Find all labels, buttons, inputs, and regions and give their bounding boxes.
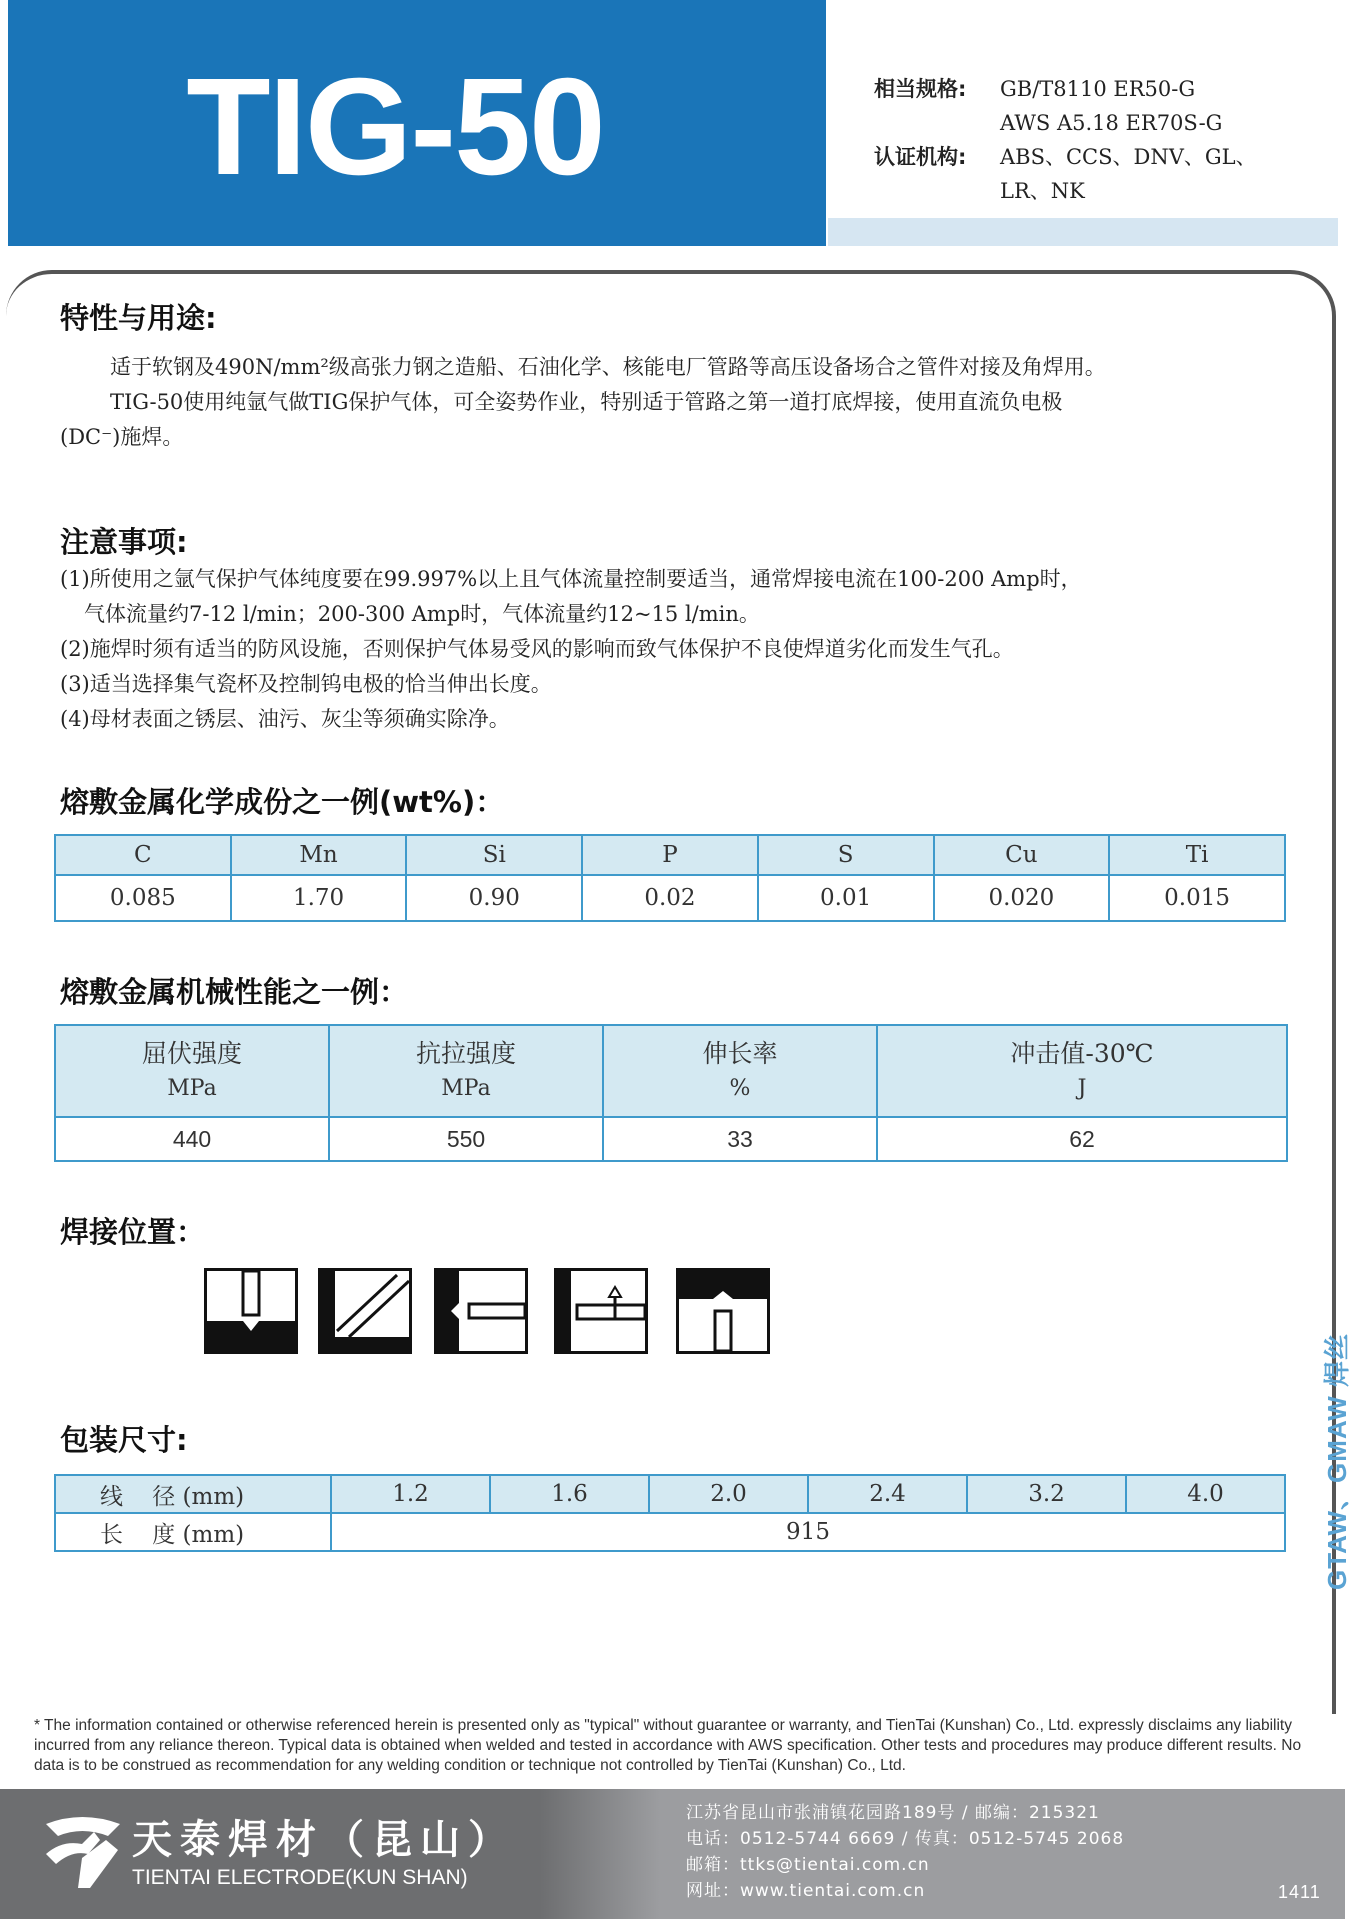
chem-value: 0.90 bbox=[406, 875, 582, 921]
diameter-value: 1.2 bbox=[331, 1475, 490, 1513]
packaging-table bbox=[54, 1474, 1286, 1552]
chem-header: P bbox=[582, 835, 758, 875]
chem-header: C bbox=[55, 835, 231, 875]
horizontal-position-icon bbox=[434, 1268, 528, 1354]
chem-table bbox=[54, 834, 1286, 922]
mech-value: 62 bbox=[877, 1117, 1287, 1161]
mech-header bbox=[55, 1025, 329, 1117]
mech-header-unit: MPa bbox=[441, 1076, 491, 1101]
footer-gradient bbox=[540, 1789, 660, 1919]
chem-title: 熔敷金属化学成份之一例(wt%)： bbox=[60, 785, 505, 819]
product-title: TIG-50 bbox=[186, 50, 604, 204]
mech-header bbox=[603, 1025, 877, 1117]
note-item: (1)所使用之氩气保护气体纯度要在99.997%以上且气体流量控制要适当，通常焊接电流在100-200 Amp时， bbox=[60, 567, 1082, 591]
chem-value: 0.020 bbox=[934, 875, 1110, 921]
features-line-2: TIG-50使用纯氩气做TIG保护气体，可全姿势作业，特别适于管路之第一道打底焊接，使用直流负电极 bbox=[110, 390, 1063, 414]
diameter-value: 4.0 bbox=[1126, 1475, 1285, 1513]
features-line-3: (DC⁻)施焊。 bbox=[60, 425, 184, 449]
chem-header: S bbox=[758, 835, 934, 875]
spec-label: 相当规格: bbox=[874, 77, 967, 101]
note-item: (4)母材表面之锈层、油污、灰尘等须确实除净。 bbox=[60, 707, 510, 731]
spec-line-1: GB/T8110 ER50-G bbox=[1000, 77, 1196, 101]
footer-email: 邮箱：ttks@tientai.com.cn bbox=[686, 1855, 930, 1875]
mech-value: 550 bbox=[329, 1117, 603, 1161]
spec-line-2: AWS A5.18 ER70S-G bbox=[1000, 111, 1223, 135]
mech-table bbox=[54, 1024, 1288, 1162]
diameter-value: 2.4 bbox=[808, 1475, 967, 1513]
cert-line-1: ABS、CCS、DNV、GL、 bbox=[1000, 145, 1257, 169]
mech-header-unit: MPa bbox=[167, 1076, 217, 1101]
fillet-position-icon bbox=[318, 1268, 412, 1354]
chem-value: 0.01 bbox=[758, 875, 934, 921]
footer-phone: 电话：0512-5744 6669 / 传真：0512-5745 2068 bbox=[686, 1829, 1125, 1849]
length-value: 915 bbox=[331, 1513, 1285, 1551]
cert-label: 认证机构: bbox=[874, 145, 967, 169]
mech-value: 33 bbox=[603, 1117, 877, 1161]
features-line-1: 适于软钢及490N/mm²级高张力钢之造船、石油化学、核能电厂管路等高压设备场合之管件对接及角焊用。 bbox=[110, 355, 1106, 379]
mech-header-unit: % bbox=[729, 1076, 751, 1101]
diameter-label: 线 径 (mm) bbox=[55, 1475, 331, 1513]
mech-header-unit: J bbox=[1077, 1076, 1087, 1101]
features-title: 特性与用途: bbox=[60, 301, 217, 335]
side-process-label: GTAW、GMAW 焊丝 bbox=[1322, 1332, 1352, 1590]
mech-header-name: 抗拉强度 bbox=[415, 1039, 516, 1068]
chem-value: 1.70 bbox=[231, 875, 407, 921]
mech-header bbox=[877, 1025, 1287, 1117]
flat-position-icon bbox=[204, 1268, 298, 1354]
header-stripe bbox=[828, 218, 1338, 246]
note-item: 气体流量约7-12 l/min；200-300 Amp时，气体流量约12~15 l/min。 bbox=[84, 602, 760, 626]
overhead-position-icon bbox=[676, 1268, 770, 1354]
note-item: (2)施焊时须有适当的防风设施，否则保护气体易受风的影响而致气体保护不良使焊道劣化而发生气孔。 bbox=[60, 637, 1014, 661]
mech-header-name: 屈伏强度 bbox=[141, 1039, 242, 1068]
chem-header: Mn bbox=[231, 835, 407, 875]
chem-value: 0.02 bbox=[582, 875, 758, 921]
page-number: 1411 bbox=[1278, 1882, 1321, 1902]
positions-title: 焊接位置： bbox=[60, 1215, 206, 1249]
mech-header-name: 冲击值-30℃ bbox=[1010, 1039, 1154, 1068]
note-item: (3)适当选择集气瓷杯及控制钨电极的恰当伸出长度。 bbox=[60, 672, 552, 696]
mech-header bbox=[329, 1025, 603, 1117]
cert-line-2: LR、NK bbox=[1000, 179, 1085, 203]
chem-header: Si bbox=[406, 835, 582, 875]
disclaimer-text: * The information contained or otherwise referenced herein is presented only as "typical" without guarantee or warranty, and TienTai (Kunshan) Co., Ltd. expressly disclaims any liability incurred from any reliance thereon. Typical data is obtained when welded and tested in accordance with AWS specification. Other tests and procedures may produce different results. No data is to be construed as recommendation for any welding condition or technique not controlled by TienTai (Kunshan) Co., Ltd. bbox=[34, 1717, 1302, 1774]
chem-header: Ti bbox=[1109, 835, 1285, 875]
footer-website: 网址：www.tientai.com.cn bbox=[686, 1881, 926, 1901]
chem-header: Cu bbox=[934, 835, 1110, 875]
mech-value: 440 bbox=[55, 1117, 329, 1161]
brand-name-en: TIENTAI ELECTRODE(KUN SHAN) bbox=[132, 1866, 468, 1889]
chem-value: 0.015 bbox=[1109, 875, 1285, 921]
mech-title: 熔敷金属机械性能之一例： bbox=[60, 975, 409, 1009]
diameter-value: 1.6 bbox=[490, 1475, 649, 1513]
diameter-value: 2.0 bbox=[649, 1475, 808, 1513]
vertical-position-icon bbox=[554, 1268, 648, 1354]
length-label: 长 度 (mm) bbox=[55, 1513, 331, 1551]
footer-address: 江苏省昆山市张浦镇花园路189号 / 邮编：215321 bbox=[686, 1803, 1100, 1823]
mech-header-name: 伸长率 bbox=[702, 1039, 778, 1068]
brand-name-cn: 天泰焊材（昆山） bbox=[132, 1817, 516, 1863]
diameter-value: 3.2 bbox=[967, 1475, 1126, 1513]
notes-title: 注意事项: bbox=[60, 525, 188, 559]
tientai-logo-icon bbox=[42, 1810, 124, 1892]
chem-value: 0.085 bbox=[55, 875, 231, 921]
packaging-title: 包装尺寸: bbox=[60, 1423, 188, 1457]
